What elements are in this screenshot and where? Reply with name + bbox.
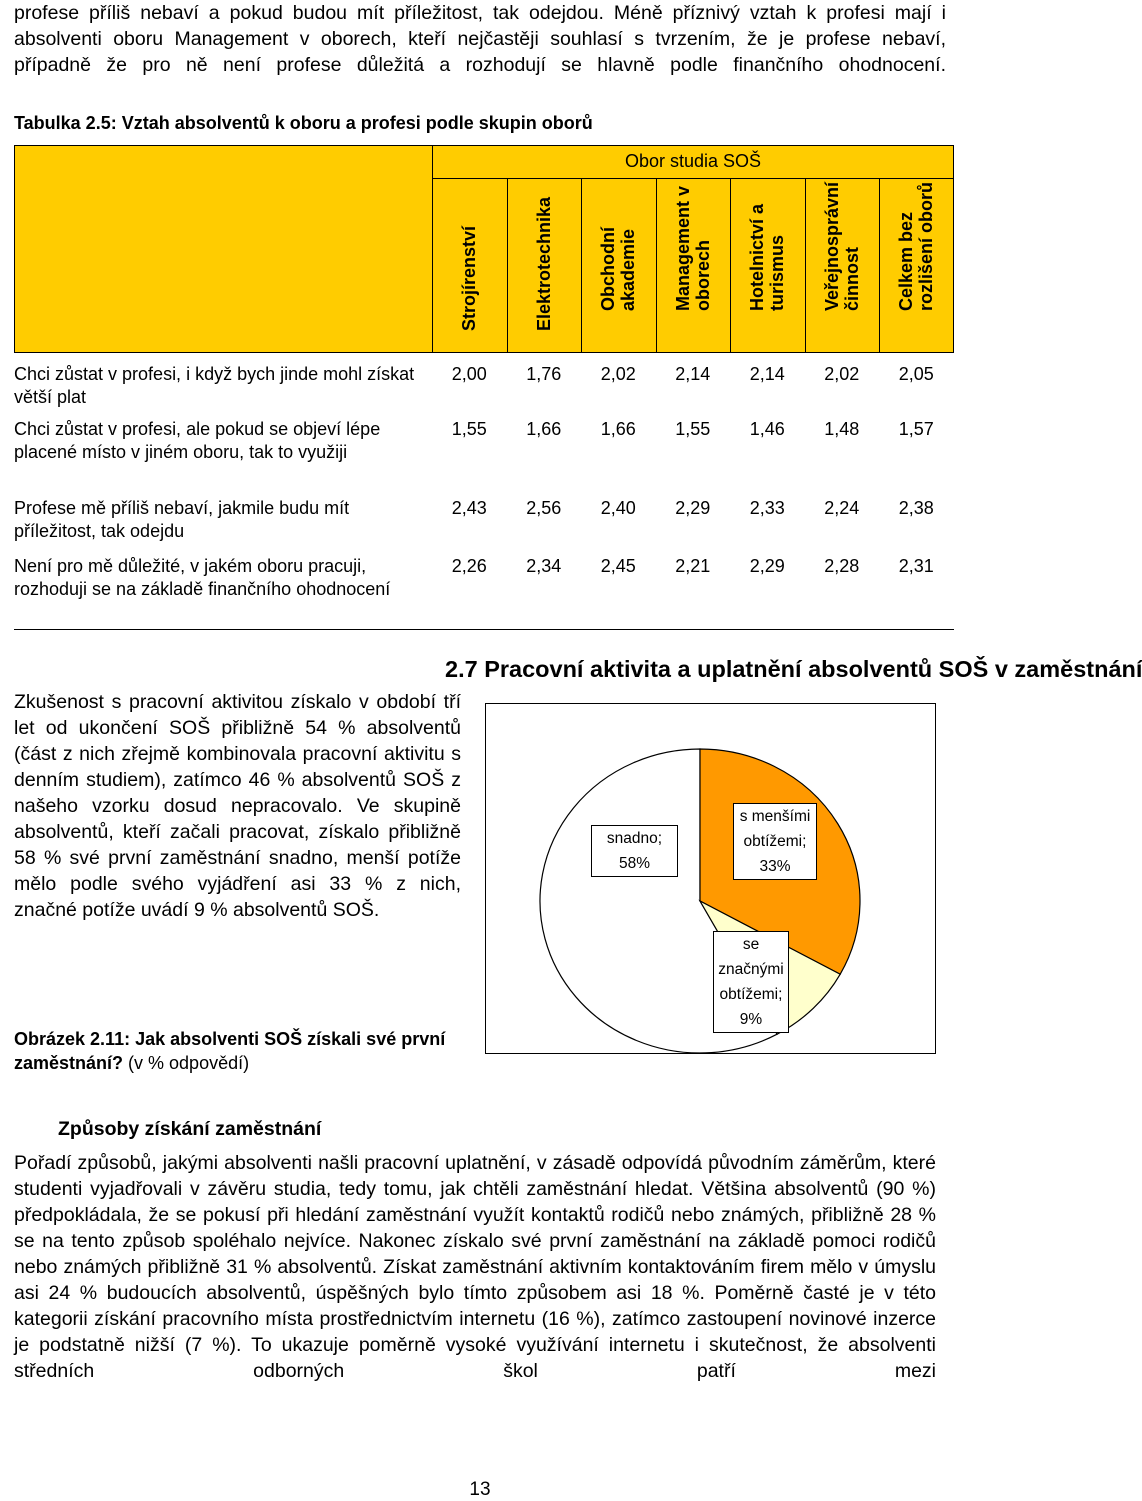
table-cell: 2,56 bbox=[526, 498, 562, 518]
table-column-header-label: Obchodní akademie bbox=[598, 227, 639, 311]
table-column-header-label: Elektrotechnika bbox=[533, 196, 554, 331]
table-column-header bbox=[730, 178, 805, 353]
pie-label-line: značnými bbox=[718, 961, 784, 978]
table-cell: 1,76 bbox=[526, 364, 562, 384]
pie-label bbox=[713, 931, 789, 1033]
table-caption: Tabulka 2.5: Vztah absolventů k oboru a profesi podle skupin oborů bbox=[14, 113, 593, 133]
table-cell: 2,38 bbox=[898, 498, 934, 518]
table-column-divider bbox=[805, 178, 806, 353]
table-cell: 2,02 bbox=[600, 364, 636, 384]
table-bottom-border bbox=[14, 629, 954, 630]
table-cell: 1,57 bbox=[898, 419, 934, 439]
pie-label-line: 33% bbox=[759, 858, 791, 875]
table-column-divider bbox=[656, 178, 657, 353]
table-cell: 2,29 bbox=[675, 498, 711, 518]
table-column-header-label: Veřejnosprávní činnost bbox=[821, 181, 862, 311]
figure-caption-note: (v % odpovědí) bbox=[123, 1053, 250, 1073]
page-number: 13 bbox=[469, 1479, 491, 1500]
table-column-divider bbox=[879, 178, 880, 353]
table-cell: 2,24 bbox=[824, 498, 860, 518]
sub-heading: Způsoby získání zaměstnání bbox=[58, 1118, 322, 1140]
table-cell: 2,40 bbox=[600, 498, 636, 518]
table-cell: 2,31 bbox=[898, 556, 934, 576]
figure-caption bbox=[14, 1027, 461, 1075]
table-cell: 2,29 bbox=[749, 556, 785, 576]
table-cell: 2,28 bbox=[824, 556, 860, 576]
table-column-header bbox=[581, 178, 656, 353]
pie-chart-svg bbox=[486, 704, 937, 1055]
table-column-header-label: Hotelnictví a turismus bbox=[747, 203, 788, 311]
table-row-label: Profese mě příliš nebaví, jakmile budu mít příležitost, tak odejdu bbox=[14, 498, 350, 541]
table-cell: 1,55 bbox=[675, 419, 711, 439]
table-cell: 2,14 bbox=[675, 364, 711, 384]
pie-label-line: snadno; bbox=[606, 830, 663, 847]
pie-label-line: obtížemi; bbox=[719, 986, 783, 1003]
table-cell: 2,45 bbox=[600, 556, 636, 576]
table-column-divider bbox=[507, 178, 508, 353]
table-group-header: Obor studia SOŠ bbox=[624, 151, 762, 171]
table-column-header bbox=[656, 178, 731, 353]
pie-label bbox=[733, 803, 817, 880]
table-cell: 1,55 bbox=[451, 419, 487, 439]
table-cell: 2,34 bbox=[526, 556, 562, 576]
left-paragraph: Zkušenost s pracovní aktivitou získalo v období tří let od ukončení SOŠ přibližně 54 % absolventů (část z nich zřejmě kombinovala pracovní aktivitu s denním studiem), zatímco 46 % absolventů SOŠ z našeho vzorku dosud nepracovalo. Ve skupině absolventů, kteří začali pracovat, získalo přibližně 58 % své první zaměstnání snadno, menší potíže mělo podle svého vyjádření asi 33 % z nich, značné potíže uvádí 9 % absolventů SOŠ. bbox=[14, 691, 461, 921]
table-cell: 2,00 bbox=[451, 364, 487, 384]
table-cell: 2,33 bbox=[749, 498, 785, 518]
table-cell: 1,66 bbox=[526, 419, 562, 439]
table-cell: 1,46 bbox=[749, 419, 785, 439]
data-table bbox=[14, 145, 954, 630]
table-column-divider bbox=[581, 178, 582, 353]
table-row-label: Chci zůstat v profesi, i když bych jinde mohl získat větší plat bbox=[14, 364, 415, 407]
table-cell: 2,14 bbox=[749, 364, 785, 384]
table-cell: 2,05 bbox=[898, 364, 934, 384]
table-column-header-label: Strojírenství bbox=[459, 225, 480, 331]
pie-label-line: s menšími bbox=[739, 808, 811, 825]
intro-paragraph: profese příliš nebaví a pokud budou mít příležitost, tak odejdou. Méně příznivý vztah k profesi mají i absolventi oboru Management v oborech, kteří nejčastěji souhlasí s tvrzením, že je profese nebaví, případně že pro ně není profese důležitá a rozhodují se hlavně podle finančního ohodnocení. bbox=[14, 2, 946, 76]
body-paragraph: Pořadí způsobů, jakými absolventi našli pracovní uplatnění, v zásadě odpovídá původním záměrům, které studenti vyjadřovali v závěru studia, tedy tomu, jak chtěli zaměstnání hledat. Většina absolventů (90 %) předpokládala, že se pokusí při hledání zaměstnání využít kontaktů rodičů nebo známých, přibližně 28 % se na tento způsob spoléhalo nejvíce. Nakonec získalo své první zaměstnání na základě pomoci rodičů nebo známých přibližně 31 % absolventů. Získat zaměstnání aktivním kontaktováním firem mělo v úmyslu asi 24 % budoucích absolventů, úspěšných bylo tímto způsobem asi 18 %. Poměrně časté je v této kategorii získání pracovního místa prostřednictvím internetu (16 %), zatímco zastoupení novinové inzerce je podstatně nižší (7 %). To ukazuje poměrně vysoké využívání internetu i skutečnost, že absolventi středních odborných škol patří mezi bbox=[14, 1152, 936, 1382]
table-cell: 2,26 bbox=[451, 556, 487, 576]
table-row-label: Chci zůstat v profesi, ale pokud se objeví lépe placené místo v jiném oboru, tak to využiji bbox=[14, 419, 381, 462]
table-column-header bbox=[432, 178, 507, 353]
pie-label-line: obtížemi; bbox=[743, 833, 807, 850]
table-cell: 2,43 bbox=[451, 498, 487, 518]
section-heading: 2.7 Pracovní aktivita a uplatnění absolventů SOŠ v zaměstnání bbox=[445, 656, 1142, 682]
table-cell: 1,66 bbox=[600, 419, 636, 439]
table-cell: 2,02 bbox=[824, 364, 860, 384]
pie-label-line: 9% bbox=[739, 1011, 763, 1028]
pie-label-line: 58% bbox=[618, 855, 651, 872]
table-column-header bbox=[805, 178, 880, 353]
table-cell: 1,48 bbox=[824, 419, 860, 439]
table-cell: 2,21 bbox=[675, 556, 711, 576]
pie-chart bbox=[485, 703, 936, 1054]
table-row-label: Není pro mě důležité, v jakém oboru pracuji, rozhoduji se na základě finančního ohodnocení bbox=[14, 556, 391, 599]
table-column-header-label: Management v oborech bbox=[672, 185, 713, 311]
figure-caption-title: Obrázek 2.11: Jak absolventi SOŠ získali své první zaměstnání? bbox=[14, 1029, 446, 1073]
table-column-header bbox=[879, 178, 954, 353]
pie-label-line: se bbox=[742, 936, 760, 953]
pie-label bbox=[591, 825, 678, 877]
table-column-divider bbox=[730, 178, 731, 353]
table-column-header bbox=[507, 178, 582, 353]
table-column-header-label: Celkem bez rozlišení oborů bbox=[896, 181, 937, 311]
